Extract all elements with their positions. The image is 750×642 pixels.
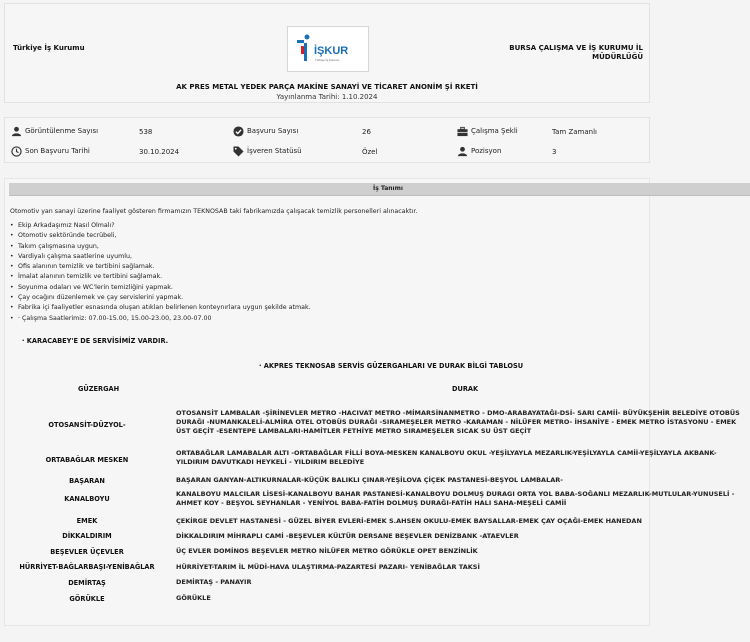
position-label: Pozisyon [471, 147, 502, 155]
route-name: GÖRÜKLE [69, 595, 105, 603]
stat-deadline [11, 144, 90, 158]
route-name: ORTABAĞLAR MESKEN [45, 456, 129, 464]
col-header-stops: DURAK [452, 385, 479, 393]
job-intro: Otomotiv yan sanayi üzerine faaliyet gösteren firmamızın TEKNOSAB taki fabrikamızda çalışacak temizlik personelleri alınacaktır. [10, 208, 418, 215]
employer-status-label: İşveren Statüsü [247, 147, 302, 155]
check-circle-icon [233, 126, 244, 137]
route-table-title: · AKPRES TEKNOSAB SERVİS GÜZERGAHLARI VE DURAK BİLGİ TABLOSU [259, 362, 524, 370]
job-section-title: İş Tanımı [373, 185, 403, 192]
iskur-logo [287, 26, 369, 72]
route-stops: DEMİRTAŞ - PANAYIR [176, 578, 252, 586]
route-name: DİKKALDIRIM [62, 532, 112, 540]
job-section-title-bar [9, 183, 750, 196]
views-value: 538 [139, 128, 153, 136]
org-name-left: Türkiye İş Kurumu [13, 44, 85, 52]
route-name: DEMİRTAŞ [68, 579, 106, 587]
company-name: AK PRES METAL YEDEK PARÇA MAKİNE SANAYİ VE TİCARET ANONİM Şİ RKETİ [176, 83, 478, 91]
svg-text:Türkiye İş Kurumu: Türkiye İş Kurumu [315, 58, 340, 62]
job-description-panel [4, 178, 740, 626]
org-name-right: BURSA ÇALIŞMA VE İŞ KURUMU İL MÜDÜRLÜĞÜ [509, 44, 643, 61]
route-stops: BAŞARAN GANYAN-ALTIKURNALAR-KÜÇÜK BALIKLI ÇINAR-YEŞİLOVA ÇİÇEK PASTANESİ-BEŞYOL LAMBALAR- [176, 476, 563, 484]
work-type-label: Çalışma Şekli [471, 127, 518, 135]
route-name: BAŞARAN [69, 477, 105, 485]
route-name: EMEK [76, 517, 98, 525]
route-stops: OTOSANSİT LAMBALAR -ŞİRİNEVLER METRO -HACIVAT METRO -MİMARSİNANMETRO - DMO-ARABAYATAĞI-DSİ- SARI CAMİİ- BÜYÜKŞEHİR BELEDİYE OTOBÜS DURAĞI -NUMANKALELİ-ALMİRA OTEL OTOBÜS DURAĞI -SIRAMEŞELER METRO -KARAMAN - NİLÜFER METRO- İHSANİYE - EMEK METRO İSTASYONU - EMEK ÜST GEÇİT -ESENTEPE LAMBALARI-HAMİTLER FETHİYE METRO SIRAMEŞELER SICAK SU ÜST GEÇİT [176, 409, 740, 435]
list-item: • Takım çalışmasına uygun, [9, 242, 311, 252]
list-item: • Ekip Arkadaşımız Nasıl Olmalı? [9, 221, 311, 231]
col-header-route: GÜZERGAH [78, 385, 120, 393]
list-item: • Fabrika içi faaliyetler esnasında oluşan atıkları belirlenen konteynırlara uygun şekilde atmak. [9, 303, 311, 313]
list-item: • · Çalışma Saatlerimiz: 07.00-15.00, 15.00-23.00, 23.00-07.00 [9, 314, 311, 324]
employer-status-value: Özel [362, 148, 378, 156]
clock-icon [11, 146, 22, 157]
stat-position [457, 144, 501, 158]
route-name: HÜRRİYET-BAĞLARBAŞI-YENİBAĞLAR [19, 563, 155, 571]
user-icon [457, 146, 468, 157]
route-name: KANALBOYU [64, 495, 110, 503]
job-bullet-list [9, 221, 311, 324]
route-name: BEŞEVLER ÜÇEVLER [50, 548, 124, 556]
route-stops: KANALBOYU MALCILAR LİSESİ-KANALBOYU BAHAR PASTANESİ-KANALBOYU DOLMUŞ DURAGI ORTA YOL BABA-SOĞANLI MEZARLIK-MUTLULAR-YUNUSELİ -AHMET KOY - BEŞYOL SEYHANLAR - YENİYOL BABA-FATİH DOLMUŞ DURAĞI-FATİH HALI SAHA-MEŞELİ CAMİİ [176, 490, 735, 507]
list-item: • İmalat alanının temizlik ve tertibini sağlamak. [9, 272, 311, 282]
position-value: 3 [552, 148, 557, 156]
route-stops: ORTABAĞLAR LAMABALAR ALTI -ORTABAĞLAR FİLLİ BOYA-MESKEN KANALBOYU OKUL -YEŞİLYAYLA MEZARLIK-YEŞİLYAYLA CAMİİ-YEŞİLYAYLA AKBANK-YILDIRIM DAVUTKADI HEYKELİ - YILDIRIM BELEDİYE [176, 449, 717, 466]
iskur-logo-icon [288, 27, 370, 73]
stat-work-type [457, 124, 518, 138]
list-item: • Çay ocağını düzenlemek ve çay servislerini yapmak. [9, 293, 311, 303]
list-item: • Soyunma odaları ve WC'lerin temizliğini yapmak. [9, 283, 311, 293]
route-stops: ÇEKİRGE DEVLET HASTANESİ - GÜZEL BİYER EVLERİ-EMEK S.AHSEN OKULU-EMEK BAYSALLAR-EMEK ÇAY OÇAĞI-EMEK HANEDAN [176, 517, 642, 525]
stat-views [11, 124, 98, 138]
tag-icon [233, 146, 244, 157]
route-stops: HÜRRİYET-TARIM İL MÜDİ-HAVA ULAŞTIRMA-PAZARTESİ PAZARI- YENİBAĞLAR TAKSİ [176, 563, 480, 571]
stat-applications [233, 124, 298, 138]
header-panel [4, 3, 650, 103]
applications-label: Başvuru Sayısı [247, 127, 299, 135]
route-stops: ÜÇ EVLER DOMİNOS BEŞEVLER METRO NİLÜFER METRO GÖRÜKLE OPET BENZİNLİK [176, 547, 478, 555]
views-label: Görüntülenme Sayısı [25, 127, 99, 135]
stats-panel [4, 117, 650, 163]
svg-text:İŞKUR: İŞKUR [314, 45, 349, 57]
applications-value: 26 [362, 128, 371, 136]
list-item: • Otomotiv sektöründe tecrübeli, [9, 231, 311, 241]
stat-employer-status [233, 144, 302, 158]
briefcase-icon [457, 126, 468, 137]
user-icon [11, 126, 22, 137]
route-name: OTOSANSİT-DÜZYOL- [48, 421, 126, 429]
work-type-value: Tam Zamanlı [552, 128, 597, 136]
route-stops: GÖRÜKLE [176, 594, 211, 602]
list-item: • Ofis alanının temizlik ve tertibini sağlamak. [9, 262, 311, 272]
publish-date: Yayınlanma Tarihi: 1.10.2024 [276, 93, 378, 101]
deadline-value: 30.10.2024 [139, 148, 180, 156]
route-stops: DİKKALDIRIM MİHRAPLI CAMİ -BEŞEVLER KÜLTÜR DERSANE BEŞEVLER DENİZBANK -ATAEVLER [176, 532, 519, 540]
karacabey-note: · KARACABEY'E DE SERVİSİMİZ VARDIR. [22, 337, 169, 345]
deadline-label: Son Başvuru Tarihi [25, 147, 90, 155]
list-item: • Vardiyalı çalışma saatlerine uyumlu, [9, 252, 311, 262]
